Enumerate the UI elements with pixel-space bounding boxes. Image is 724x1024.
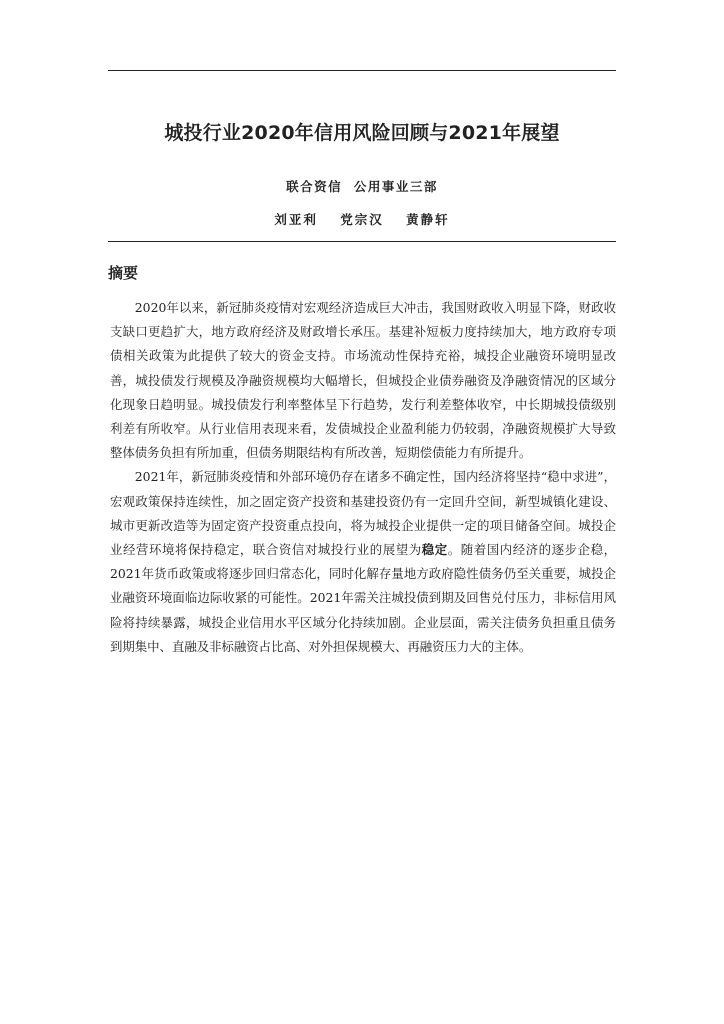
abstract-paragraph-2	[110, 465, 616, 659]
paragraph-2-text-b: 。随着国内经济的逐步企稳，2021年货币政策或将逐步回归常态化，同时化解存量地方政府隐性债务仍至关重要，城投企业融资环境面临边际收紧的可能性。2021年需关注城投债到期及回售兑付压力，非标信用风险将持续暴露，城投企业信用水平区域分化持续加剧。企业层面，需关注债务负担重且债务到期集中、直融及非标融资占比高、对外担保规模大、再融资压力大的主体。	[110, 542, 617, 654]
author-name: 黄静轩	[406, 212, 450, 227]
top-divider	[108, 70, 616, 71]
authors-line	[108, 210, 616, 228]
header-divider	[108, 241, 616, 242]
abstract-body	[110, 296, 616, 659]
organization-line: 联合资信 公用事业三部	[286, 179, 438, 194]
outlook-rating: 稳定	[421, 542, 448, 558]
author-name: 党宗汉	[340, 212, 384, 227]
document-title: 城投行业2020年信用风险回顾与2021年展望	[164, 122, 560, 144]
abstract-paragraph-1: 2020年以来，新冠肺炎疫情对宏观经济造成巨大冲击，我国财政收入明显下降，财政收支缺口更趋扩大，地方政府经济及财政增长承压。基建补短板力度持续加大，地方政府专项债相关政策为此提供了较大的资金支持。市场流动性保持充裕，城投企业融资环境明显改善，城投债发行规模及净融资规模均大幅增长，但城投企业债券融资及净融资情况的区域分化现象日趋明显。城投债发行利率整体呈下行趋势，发行利差整体收窄，中长期城投债级别利差有所收窄。从行业信用表现来看，发债城投企业盈利能力仍较弱，净融资规模扩大导致整体债务负担有所加重，但债务期限结构有所改善，短期偿债能力有所提升。	[110, 300, 616, 461]
abstract-heading: 摘要	[108, 264, 139, 282]
paragraph-2-text-a: 2021年，新冠肺炎疫情和外部环境仍存在诸多不确定性，国内经济将坚持“稳中求进”，宏观政策保持连续性，加之固定资产投资和基建投资仍有一定回升空间，新型城镇化建设、城市更新改造等为固定资产投资重点投向，将为城投企业提供一定的项目储备空间。城投企业经营环境将保持稳定，联合资信对城投行业的展望为	[110, 469, 616, 558]
author-name: 刘亚利	[274, 212, 318, 227]
